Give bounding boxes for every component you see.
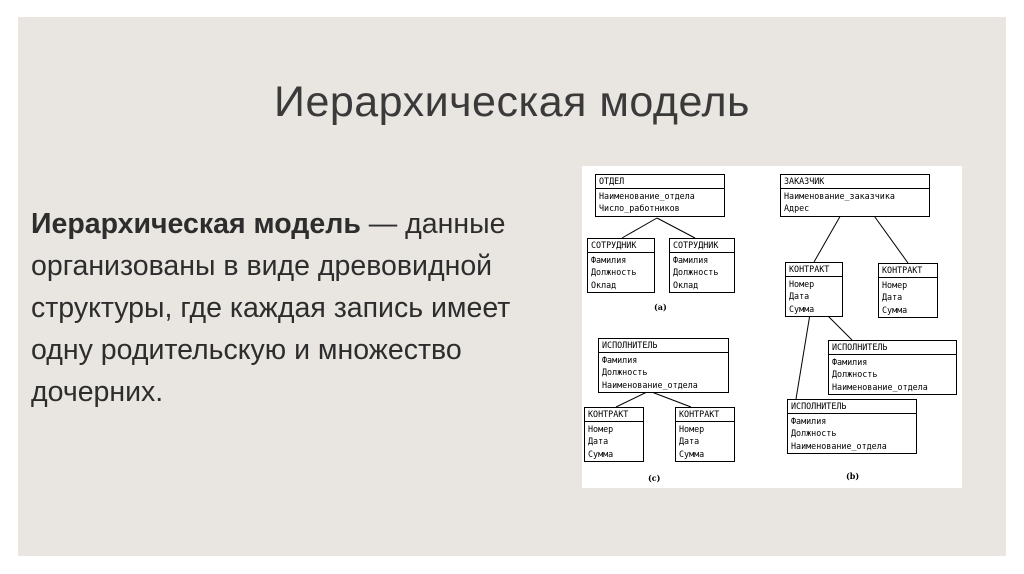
entity-kontrakt-c1 [584, 407, 644, 462]
entity-field: Номер [789, 278, 815, 289]
entity-otdel-a [595, 174, 725, 217]
entity-field: Оклад [591, 279, 617, 290]
entity-field: Должность [832, 369, 878, 379]
entity-field: Номер [588, 423, 614, 434]
entity-header: СОТРУДНИК [670, 239, 734, 253]
entity-field: Наименование_отдела [832, 381, 928, 392]
entity-header: ИСПОЛНИТЕЛЬ [829, 341, 956, 355]
entity-field: Сумма [882, 304, 908, 315]
entity-field: Адрес [784, 203, 810, 213]
entity-field: Число_работников [599, 203, 680, 213]
body-definition: — данные организованы в виде древовидной структуры, где каждая запись имеет одну родительскую и множество дочерних. [31, 208, 511, 408]
entity-ispolnitel-c [598, 338, 729, 393]
entity-field: Фамилия [791, 415, 827, 426]
entity-header: СОТРУДНИК [588, 239, 654, 253]
hierarchy-diagram-image [582, 166, 962, 488]
entity-field: Номер [679, 423, 705, 434]
entity-zakazchik-b [780, 174, 930, 217]
entity-field: Номер [882, 279, 908, 290]
entity-field: Фамилия [673, 254, 709, 265]
entity-field: Наименование_отдела [791, 440, 887, 451]
body-bold-term: Иерархическая модель [31, 208, 361, 240]
caption-c: (c) [648, 473, 661, 483]
entity-kontrakt-b2 [878, 263, 938, 318]
entity-field: Должность [673, 267, 719, 277]
entity-header: КОНТРАКТ [786, 263, 842, 277]
entity-ispolnitel-b2 [787, 399, 917, 454]
entity-field: Дата [588, 436, 609, 446]
entity-field: Дата [882, 292, 903, 302]
entity-header: ИСПОЛНИТЕЛЬ [599, 339, 728, 353]
slide-body-text [31, 203, 551, 413]
slide-title: Иерархическая модель [274, 78, 750, 126]
entity-field: Сумма [789, 303, 815, 314]
entity-header: ИСПОЛНИТЕЛЬ [788, 400, 916, 414]
entity-field: Наименование_отдела [602, 379, 698, 390]
entity-field: Наименование_заказчика [784, 190, 895, 201]
entity-header: КОНТРАКТ [585, 408, 643, 422]
entity-field: Фамилия [602, 354, 638, 365]
entity-header: ОТДЕЛ [596, 175, 724, 189]
entity-field: Наименование_отдела [599, 190, 695, 201]
entity-field: Дата [789, 291, 810, 301]
entity-field: Должность [602, 367, 648, 377]
entity-field: Дата [679, 436, 700, 446]
entity-header: ЗАКАЗЧИК [781, 175, 929, 189]
entity-ispolnitel-b1 [828, 340, 957, 395]
entity-field: Фамилия [591, 254, 627, 265]
entity-header: КОНТРАКТ [879, 264, 937, 278]
entity-field: Должность [791, 428, 837, 438]
entity-kontrakt-b1 [785, 262, 843, 317]
caption-b: (b) [846, 471, 860, 481]
entity-field: Оклад [673, 279, 699, 290]
entity-field: Сумма [588, 448, 614, 459]
entity-kontrakt-c2 [675, 407, 735, 462]
entity-sotrudnik-a1 [587, 238, 655, 293]
entity-sotrudnik-a2 [669, 238, 735, 293]
entity-field: Фамилия [832, 356, 868, 367]
entity-header: КОНТРАКТ [676, 408, 734, 422]
entity-field: Сумма [679, 448, 705, 459]
caption-a: (a) [654, 302, 667, 312]
entity-field: Должность [591, 267, 637, 277]
